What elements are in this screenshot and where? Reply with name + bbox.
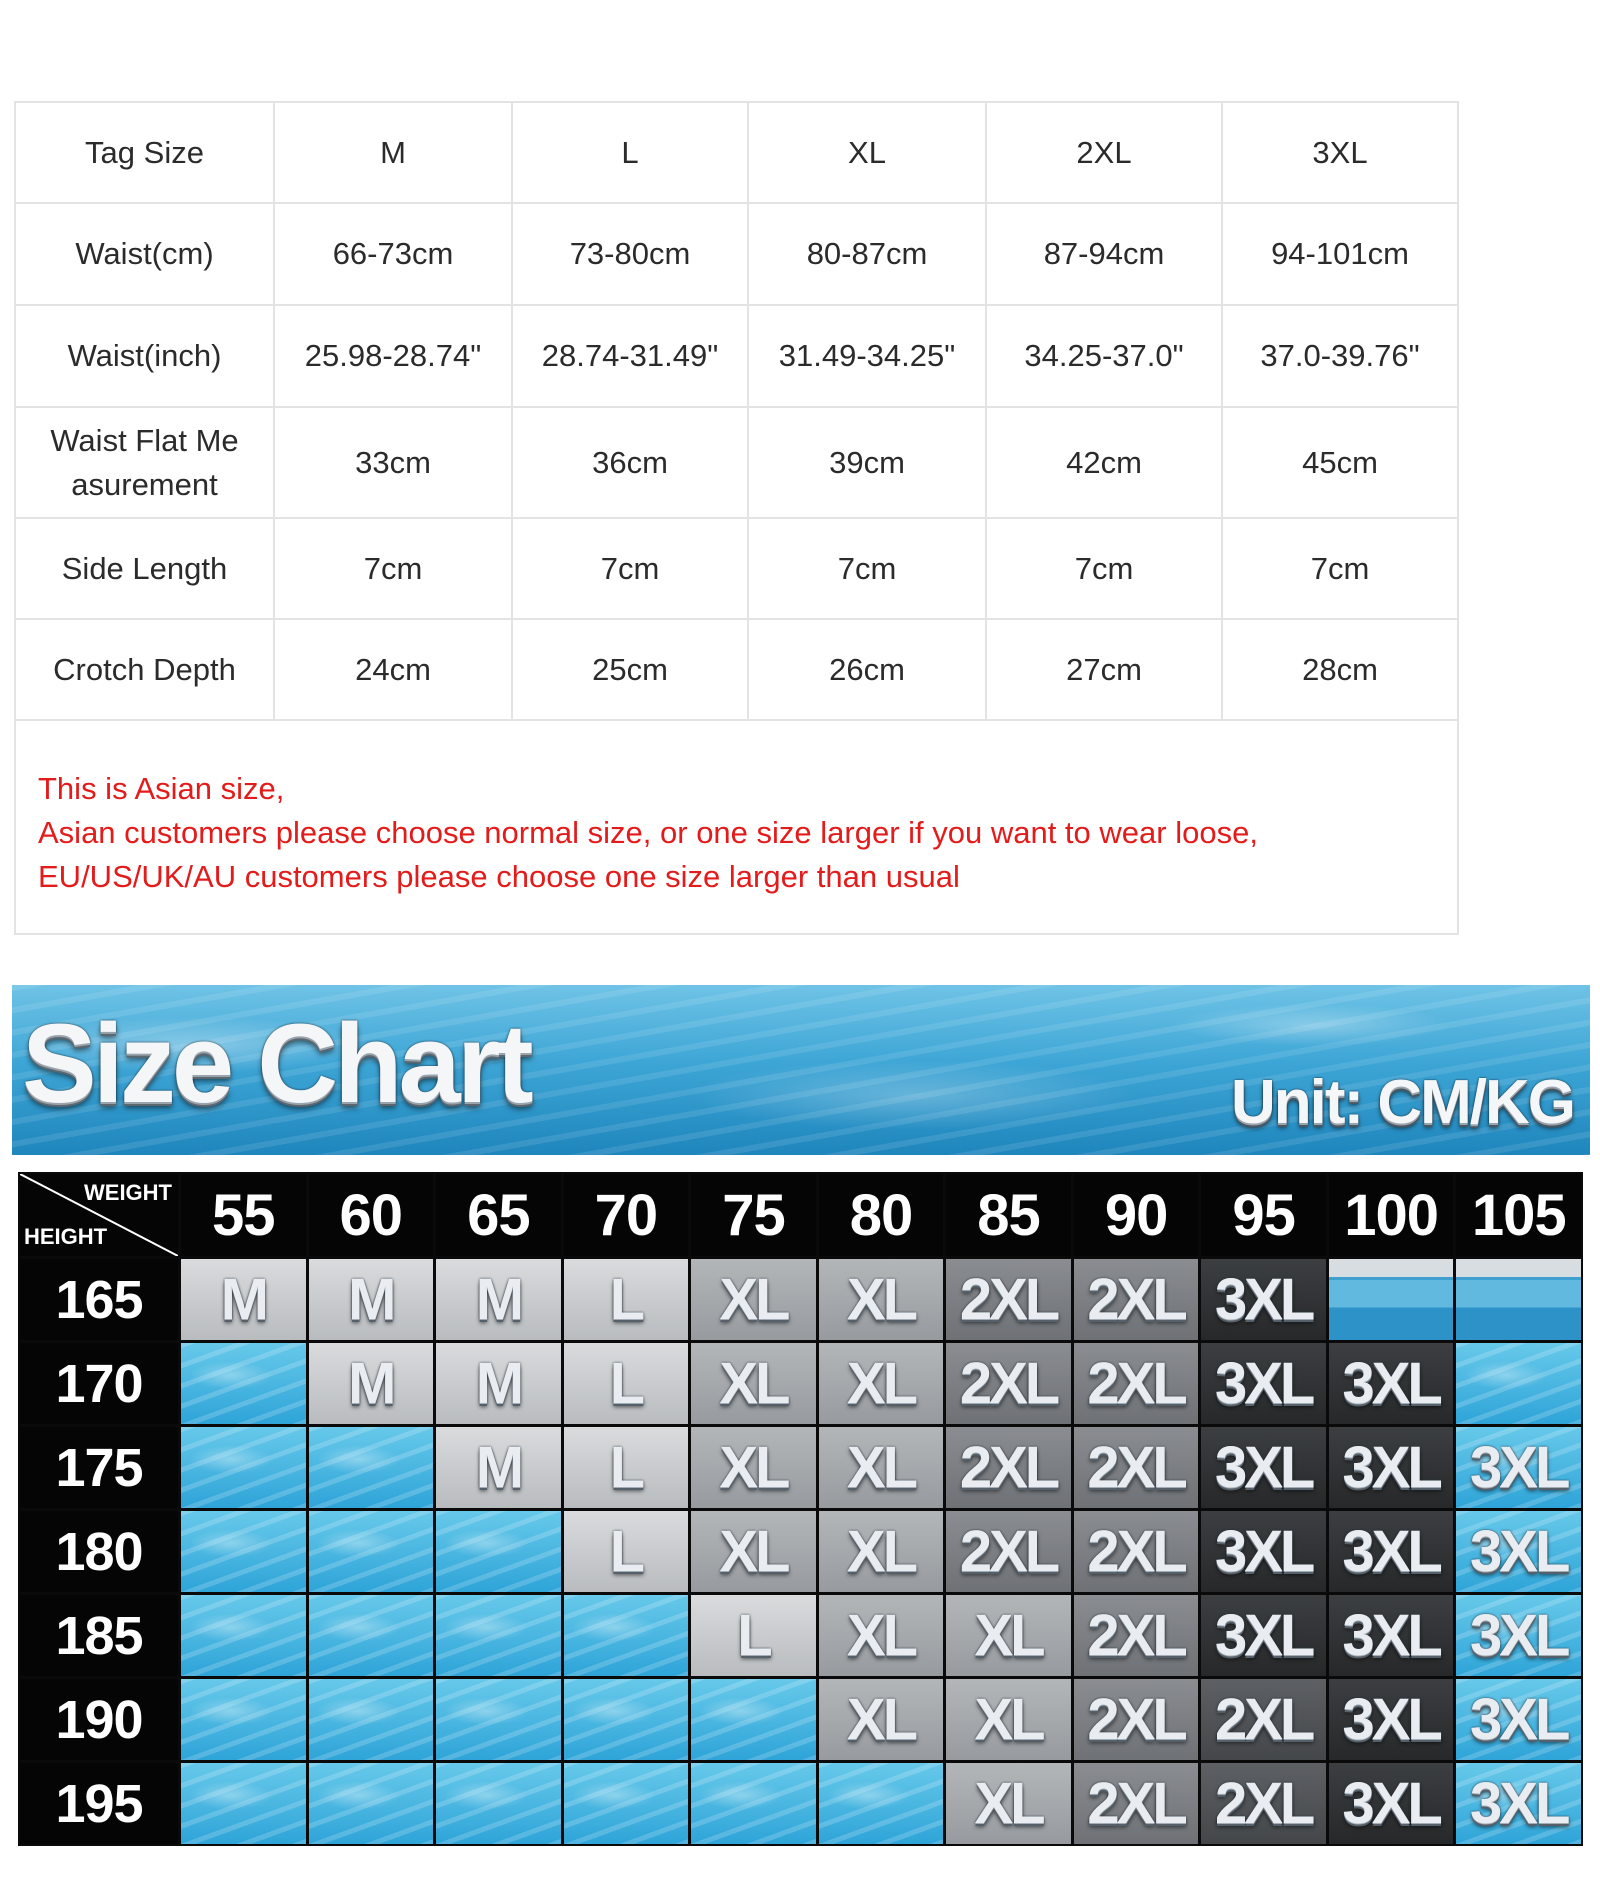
empty-cell <box>181 1679 306 1760</box>
size-cell <box>1074 1427 1199 1508</box>
size-cell <box>1201 1343 1326 1424</box>
size-value: 2XL <box>1087 1435 1185 1500</box>
weight-header: 60 <box>309 1174 434 1256</box>
table-cell: 36cm <box>513 408 749 517</box>
size-cell <box>691 1343 816 1424</box>
height-label-cell: 170 <box>20 1343 178 1424</box>
size-value: 2XL <box>1087 1519 1185 1584</box>
size-value: M <box>348 1351 394 1416</box>
table-cell: 7cm <box>275 519 513 618</box>
size-cell <box>1329 1343 1454 1424</box>
size-value: XL <box>846 1351 916 1416</box>
height-label-cell: 175 <box>20 1427 178 1508</box>
header-cell: 3XL <box>1312 134 1368 170</box>
size-value: 3XL <box>1470 1519 1568 1584</box>
header-cell: 2XL <box>987 103 1223 202</box>
size-cell <box>1201 1427 1326 1508</box>
size-value: 3XL <box>1470 1603 1568 1668</box>
size-value: L <box>737 1603 770 1668</box>
size-cell <box>946 1595 1071 1676</box>
empty-cell <box>436 1511 561 1592</box>
size-cell <box>564 1259 689 1340</box>
table-header-row <box>16 103 1457 204</box>
size-value: XL <box>846 1687 916 1752</box>
table-cell: 7cm <box>1310 550 1370 586</box>
weight-label: WEIGHT <box>84 1180 172 1205</box>
size-cell <box>1201 1259 1326 1340</box>
size-value: 2XL <box>1087 1687 1185 1752</box>
size-value: 3XL <box>1214 1435 1313 1500</box>
size-cell <box>436 1427 561 1508</box>
height-label: HEIGHT <box>24 1224 108 1249</box>
table-cell: 7cm <box>987 519 1223 618</box>
size-cell <box>1456 1427 1581 1508</box>
size-cell <box>1074 1595 1199 1676</box>
empty-cell <box>309 1511 434 1592</box>
empty-cell <box>309 1679 434 1760</box>
empty-cell <box>564 1595 689 1676</box>
unit-label: Unit: CM/KG <box>1230 1068 1574 1137</box>
size-value: XL <box>719 1351 788 1416</box>
size-cell <box>1456 1595 1581 1676</box>
size-cell <box>1074 1343 1199 1424</box>
note-line: This is Asian size, <box>38 771 285 806</box>
table-cell: 28cm <box>1302 651 1378 687</box>
size-cell <box>1329 1595 1454 1676</box>
size-cell <box>564 1427 689 1508</box>
table-cell: 34.25-37.0" <box>987 306 1223 406</box>
table-row <box>16 306 1457 408</box>
size-value: 2XL <box>959 1519 1058 1584</box>
table-cell: 45cm <box>1302 444 1378 480</box>
size-cell <box>436 1343 561 1424</box>
table-cell: 28.74-31.49" <box>513 306 749 406</box>
height-label-cell: 180 <box>20 1511 178 1592</box>
measurement-table <box>14 101 1459 935</box>
size-value: 3XL <box>1342 1603 1440 1668</box>
empty-cell <box>181 1763 306 1844</box>
empty-cell <box>309 1763 434 1844</box>
empty-cell <box>564 1763 689 1844</box>
size-cell <box>691 1595 816 1676</box>
empty-cell <box>181 1595 306 1676</box>
size-value: 3XL <box>1214 1603 1313 1668</box>
row-label: Waist(inch) <box>16 306 275 406</box>
table-row <box>16 204 1457 306</box>
weight-header: 80 <box>819 1174 944 1256</box>
weight-header: 65 <box>436 1174 561 1256</box>
size-cell <box>946 1343 1071 1424</box>
table-cell: 24cm <box>275 620 513 719</box>
size-cell <box>1201 1511 1326 1592</box>
size-value: M <box>220 1267 266 1332</box>
weight-header: 100 <box>1329 1174 1454 1256</box>
size-cell <box>1456 1763 1581 1844</box>
empty-cell <box>1329 1259 1454 1340</box>
table-cell: 39cm <box>749 408 987 517</box>
size-value: M <box>348 1267 394 1332</box>
size-cell <box>691 1259 816 1340</box>
note-line: Asian customers please choose normal size, or one size larger if you want to wear loose, <box>38 815 1258 850</box>
size-cell <box>1201 1763 1326 1844</box>
size-cell <box>1074 1763 1199 1844</box>
size-value: XL <box>719 1519 788 1584</box>
table-cell: 26cm <box>749 620 987 719</box>
empty-cell <box>691 1763 816 1844</box>
grid-corner <box>20 1174 178 1256</box>
table-cell: 25.98-28.74" <box>275 306 513 406</box>
size-cell <box>1201 1595 1326 1676</box>
size-value: 3XL <box>1342 1687 1440 1752</box>
size-value: XL <box>846 1603 916 1668</box>
size-value: 3XL <box>1214 1267 1313 1332</box>
size-value: XL <box>846 1435 916 1500</box>
size-cell <box>819 1595 944 1676</box>
table-row <box>16 620 1457 721</box>
weight-header: 75 <box>691 1174 816 1256</box>
table-row <box>16 408 1457 519</box>
empty-cell <box>436 1595 561 1676</box>
size-value: XL <box>974 1687 1043 1752</box>
size-grid <box>18 1172 1583 1846</box>
table-cell: 27cm <box>987 620 1223 719</box>
table-cell: 37.0-39.76" <box>1260 338 1420 374</box>
table-cell: 7cm <box>749 519 987 618</box>
size-value: 2XL <box>1087 1771 1185 1836</box>
size-cell <box>819 1343 944 1424</box>
table-cell: 25cm <box>513 620 749 719</box>
size-value: L <box>609 1435 643 1500</box>
size-cell <box>946 1511 1071 1592</box>
size-value: 2XL <box>1087 1267 1185 1332</box>
size-value: XL <box>974 1771 1043 1836</box>
size-value: 2XL <box>1214 1771 1313 1836</box>
row-label: Side Length <box>16 519 275 618</box>
size-cell <box>1201 1679 1326 1760</box>
table-cell: 66-73cm <box>275 204 513 304</box>
size-cell <box>1074 1679 1199 1760</box>
size-cell <box>819 1427 944 1508</box>
size-chart-title: Size Chart <box>22 1001 530 1126</box>
size-cell <box>819 1259 944 1340</box>
empty-cell <box>309 1595 434 1676</box>
size-value: L <box>609 1267 643 1332</box>
empty-cell <box>181 1343 306 1424</box>
size-cell <box>1456 1679 1581 1760</box>
empty-cell <box>436 1679 561 1760</box>
size-value: L <box>609 1519 643 1584</box>
size-value: XL <box>846 1267 916 1332</box>
size-value: 3XL <box>1342 1771 1440 1836</box>
size-value: 3XL <box>1342 1519 1440 1584</box>
empty-cell <box>181 1511 306 1592</box>
weight-header: 85 <box>946 1174 1071 1256</box>
empty-cell <box>1456 1259 1581 1340</box>
table-row <box>16 519 1457 620</box>
size-cell <box>1329 1763 1454 1844</box>
size-value: 3XL <box>1470 1771 1568 1836</box>
size-cell <box>1456 1511 1581 1592</box>
row-label: Crotch Depth <box>16 620 275 719</box>
size-value: 3XL <box>1214 1519 1313 1584</box>
empty-cell <box>181 1427 306 1508</box>
empty-cell <box>436 1763 561 1844</box>
size-value: 2XL <box>959 1267 1058 1332</box>
size-cell <box>181 1259 306 1340</box>
height-label-cell: 190 <box>20 1679 178 1760</box>
size-cell <box>1329 1679 1454 1760</box>
weight-header: 70 <box>564 1174 689 1256</box>
size-value: M <box>475 1435 522 1500</box>
size-value: 2XL <box>1214 1687 1313 1752</box>
empty-cell <box>819 1763 944 1844</box>
table-cell: 7cm <box>513 519 749 618</box>
table-cell: 31.49-34.25" <box>749 306 987 406</box>
weight-header: 55 <box>181 1174 306 1256</box>
row-label: Waist Flat Me asurement <box>16 408 275 517</box>
size-value: 3XL <box>1214 1351 1313 1416</box>
table-cell: 73-80cm <box>513 204 749 304</box>
empty-cell <box>564 1679 689 1760</box>
header-cell: M <box>275 103 513 202</box>
empty-cell <box>691 1679 816 1760</box>
weight-header: 105 <box>1456 1174 1581 1256</box>
size-cell <box>691 1511 816 1592</box>
size-value: 3XL <box>1342 1435 1440 1500</box>
table-cell: 94-101cm <box>1271 236 1409 272</box>
size-value: XL <box>719 1267 788 1332</box>
size-value: M <box>475 1267 522 1332</box>
size-value: XL <box>719 1435 788 1500</box>
size-value: 2XL <box>959 1435 1058 1500</box>
size-cell <box>309 1259 434 1340</box>
empty-cell <box>1456 1343 1581 1424</box>
header-cell: Tag Size <box>16 103 275 202</box>
weight-header: 95 <box>1201 1174 1326 1256</box>
size-cell <box>436 1259 561 1340</box>
size-cell <box>564 1343 689 1424</box>
header-cell: XL <box>749 103 987 202</box>
height-label-cell: 165 <box>20 1259 178 1340</box>
size-value: XL <box>974 1603 1043 1668</box>
size-cell <box>1074 1511 1199 1592</box>
size-cell <box>309 1343 434 1424</box>
size-value: 3XL <box>1342 1351 1440 1416</box>
size-value: 3XL <box>1470 1687 1568 1752</box>
size-value: 2XL <box>1087 1351 1185 1416</box>
header-cell: L <box>513 103 749 202</box>
size-value: 2XL <box>959 1351 1058 1416</box>
size-cell <box>819 1679 944 1760</box>
size-value: 3XL <box>1470 1435 1568 1500</box>
size-note <box>16 721 1457 937</box>
size-value: XL <box>846 1519 916 1584</box>
size-value: M <box>475 1351 522 1416</box>
note-line: EU/US/UK/AU customers please choose one size larger than usual <box>38 859 960 894</box>
size-cell <box>946 1259 1071 1340</box>
row-label: Waist(cm) <box>16 204 275 304</box>
size-cell <box>1329 1427 1454 1508</box>
size-cell <box>564 1511 689 1592</box>
size-chart-banner <box>12 985 1590 1155</box>
empty-cell <box>309 1427 434 1508</box>
height-label-cell: 185 <box>20 1595 178 1676</box>
table-cell: 33cm <box>275 408 513 517</box>
table-cell: 80-87cm <box>749 204 987 304</box>
size-cell <box>691 1427 816 1508</box>
weight-header: 90 <box>1074 1174 1199 1256</box>
table-cell: 87-94cm <box>987 204 1223 304</box>
size-cell <box>819 1511 944 1592</box>
size-cell <box>946 1679 1071 1760</box>
size-cell <box>946 1763 1071 1844</box>
size-cell <box>1074 1259 1199 1340</box>
table-cell: 42cm <box>987 408 1223 517</box>
size-value: 2XL <box>1087 1603 1185 1668</box>
size-value: L <box>609 1351 643 1416</box>
size-cell <box>1329 1511 1454 1592</box>
height-label-cell: 195 <box>20 1763 178 1844</box>
size-cell <box>946 1427 1071 1508</box>
